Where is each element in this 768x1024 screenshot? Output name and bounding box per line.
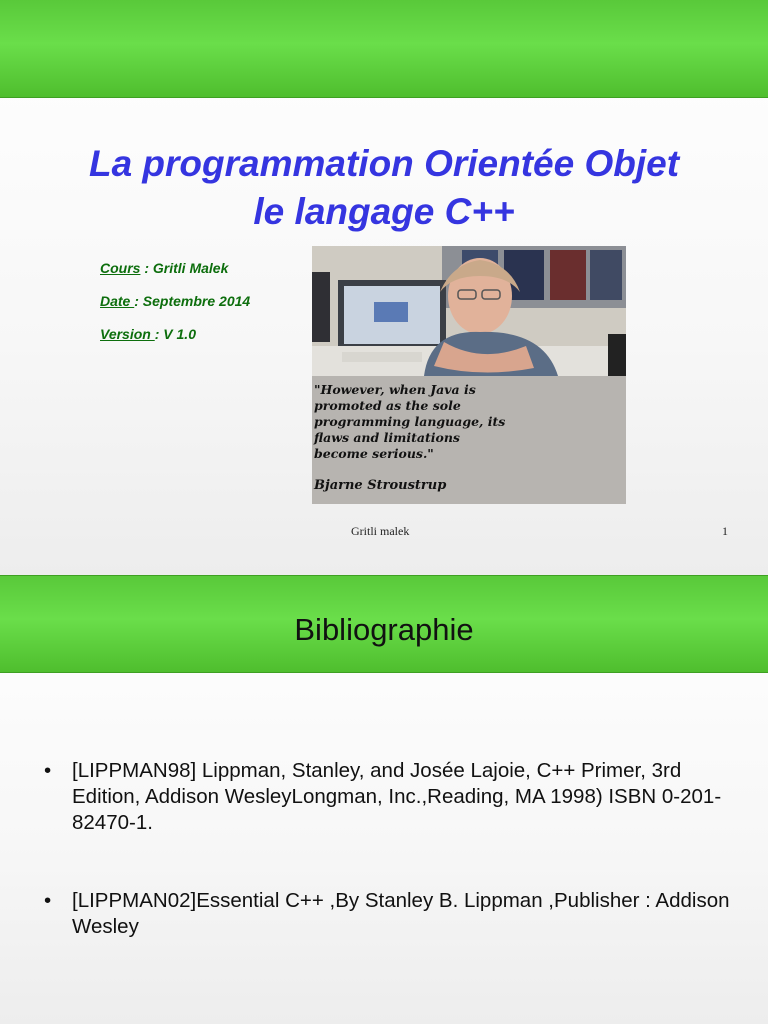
slide-title: Bibliographie [294,612,474,647]
course-label: Cours [100,260,141,276]
date-label: Date [100,293,135,309]
photo-scene [312,246,626,376]
version-line [100,326,196,342]
footer-author: Gritli malek [351,524,410,538]
version-sep: : [154,326,164,342]
page-number: 1 [722,524,728,538]
date-sep: : [134,293,143,309]
bullet-marker: • [44,889,52,912]
slide-2 [0,575,768,1024]
bibliography-text: [LIPPMAN98] Lippman, Stanley, and Josée Lajoie, C++ Primer, 3rd Edition, Addison WesleyLongman, Inc.,Reading, MA 1998) ISBN 0-201-82470-1. [72,759,722,834]
course-sep: : [140,260,153,276]
slide-title [0,140,768,236]
stroustrup-photo [312,246,626,504]
date-value: Septembre 2014 [142,293,251,309]
title-line-2: le langage C++ [253,191,515,232]
course-line [100,260,228,276]
title-line-1: La programmation Orientée Objet [88,143,680,184]
quote-line: become serious." [314,446,434,461]
photo-illustration [312,246,626,376]
course-value: Gritli Malek [152,260,229,276]
bibliography-item [44,888,734,940]
header-band [0,575,768,673]
version-label: Version [100,326,155,342]
header-band [0,0,768,98]
date-line [100,293,250,309]
quote-author: Bjarne Stroustrup [314,478,447,493]
quote-line: programming language, its [314,414,506,429]
bibliography-item [44,758,734,836]
bibliography-text: [LIPPMAN02]Essential C++ ,By Stanley B. Lippman ,Publisher : Addison Wesley [72,889,730,938]
bullet-marker: • [44,759,52,782]
version-value: V 1.0 [163,326,196,342]
quote-line: "However, when Java is [314,382,476,397]
quote-line: flaws and limitations [314,430,460,445]
quote-text [314,382,624,462]
quote-line: promoted as the sole [314,398,461,413]
